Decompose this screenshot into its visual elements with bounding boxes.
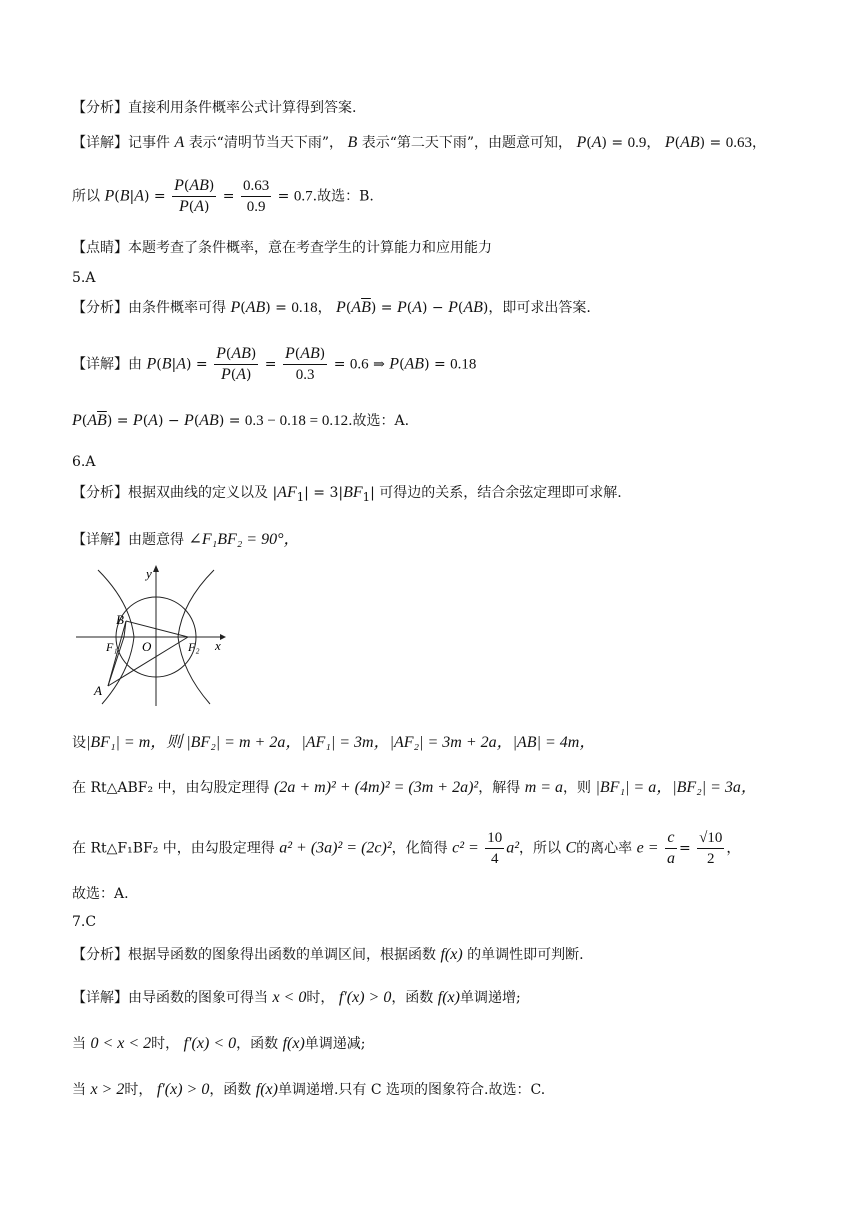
q5-analysis-prefix: 【分析】由条件概率可得 [72,300,226,316]
q6-analysis: 【分析】根据双曲线的定义以及 $|AF_1| = 3|BF_1|$ 可得边的关系，结合余弦定理即可求解. [72,484,622,504]
q7-d2: f′(x) < 0 [183,1035,237,1052]
q6-frac-c-a: $\frac{c}{a}$ [666,829,675,867]
q6-rt2-so: ，所以 [519,840,562,857]
label-B: B [116,612,124,627]
label-x: x [215,638,221,653]
q6-choice: 故选：A. [72,886,129,902]
q7-line3 [72,1080,545,1100]
q7-detail-prefix: 【详解】由导函数的图象可得当 [72,990,268,1006]
q7-analysis [72,945,584,965]
q4-so: 所以 [72,188,100,205]
q4-comment: 【点睛】本题考查了条件概率，意在考查学生的计算能力和应用能力 [72,240,492,256]
q6-angle: ∠F₁BF₂ = 90°， [188,531,300,548]
q6-comma: ， [726,840,741,857]
q7-label: 7.C [72,914,97,930]
q6-ecc-text: 的离心率 [576,840,633,857]
q6-c2: c² = [452,839,479,857]
q4-pa: 0.9 [627,135,647,151]
q4-detail-prefix: 【详解】记事件 [72,135,170,151]
q6-line-lets: |BF₁| = m，则 |BF₂| = m + 2a，|AF₁| = 3m，|AF₂| = 3m + 2a，|AB| = 4m， [86,734,596,751]
q6-frac-sqrt10-2: $\frac{√10}{2}$ [699,830,723,867]
q7-f-text-1: ，函数 [391,990,434,1006]
q7-c1-when: 时， [306,990,335,1006]
q7-c2: 0 < x < 2 [90,1035,152,1052]
label-F2: F₂ [188,640,200,654]
q7-l3-prefix: 当 [72,1082,86,1098]
q5-final: 0.18 [450,356,477,373]
q6-analysis-suffix: 可得边的关系，结合余弦定理即可求解. [379,485,622,501]
q4-detail-mid1: 表示“清明节当天下雨”， [188,135,344,151]
q6-rt2-mid: ，化简得 [391,840,448,857]
q7-c1: x < 0 [272,989,307,1006]
q6-rt1 [72,778,757,798]
q7-f-text-2: ，函数 [236,1036,279,1052]
q6-rt2: 在 Rt△F₁BF₂ 中，由勾股定理得 a² + (3a)² = (2c)²，化简得 c² = $\frac{10}{4}$ a²，所以 C的离心率 e = $\frac{c}{a}$ = $\frac{√10}{2}$ ， [72,829,741,867]
q6-e: e = [636,839,659,857]
q7-l2-prefix: 当 [72,1036,86,1052]
q6-frac-10-4: $\frac{10}{4}$ [487,830,503,867]
label-F1: F₁ [106,640,118,654]
q6-rt1-prefix: 在 Rt△ABF₂ 中，由勾股定理得 [72,780,270,796]
q5-detail: 【详解】由 P(B|A) = $\frac{P(AB)}{P(A)}$ = $\frac{P(AB)}{0.3}$ = 0.6 ⇒ P(AB) = 0.18 [72,345,477,383]
q6-lets [72,733,595,753]
q6-label: 6.A [72,454,96,470]
q6-a2: a² [506,839,520,857]
q4-frac-pab-pa: $\frac{P(AB)}{P(A)}$ [174,177,215,215]
label-O: O [142,639,152,654]
q5-label: 5.A [72,270,96,286]
q4-so-line: 所以 P(B|A) = $\frac{P(AB)}{P(A)}$ = $\frac{0.63}{0.9}$ = 0.7.故选：B. [72,177,374,215]
label-A: A [94,683,102,698]
q5-frac-2: $\frac{P(AB)}{0.3}$ [284,345,326,383]
q7-inc: 单调递增; [459,990,521,1006]
q7-d3: f′(x) > 0 [156,1081,210,1098]
q7-detail [72,988,521,1008]
q5-analysis-val: 0.18 [291,300,318,316]
q6-analysis-prefix: 【分析】根据双曲线的定义以及 [72,485,268,501]
hyperbola-figure [72,562,242,707]
q7-analysis-fx: f(x) [440,946,463,963]
q5-analysis: 【分析】由条件概率可得 P(AB) = 0.18， $P(A\overline{B}) = P(A) - P(AB)$，即可求出答案. [72,299,591,316]
q6-rt1-eq: (2a + m)² + (4m)² = (3m + 2a)² [274,779,479,796]
q7-fx-2: f(x) [282,1035,305,1052]
q7-fx-1: f(x) [437,989,460,1006]
q5-mid: 0.6 [349,356,369,373]
q6-C: C [565,839,577,857]
q7-c2-when: 时， [151,1036,180,1052]
q4-pab: 0.63 [725,135,752,151]
q6-rt1-sol: m = a [524,779,564,796]
q6-rt2-eq: a² + (3a)² = (2c)² [279,839,392,857]
q5-choice: .故选：A. [348,413,410,429]
q4-detail: 【详解】记事件 A 表示“清明节当天下雨”， B 表示“第二天下雨”，由题意可知， P(A) = 0.9， P(AB) = 0.63， [72,134,766,151]
q6-detail [72,530,300,550]
q7-f-text-3: ，函数 [209,1082,252,1098]
q6-detail-text: 【详解】由题意得 [72,532,184,548]
q6-rt1-res: |BF₁| = a，|BF₂| = 3a， [595,779,757,796]
q7-inc2: 单调递增.只有 C 选项的图象符合.故选：C. [277,1082,546,1098]
q4-frac-num: $\frac{0.63}{0.9}$ [242,178,270,215]
q7-line2 [72,1034,365,1054]
q7-c3: x > 2 [90,1081,125,1098]
q4-choice: .故选：B. [312,188,374,205]
q7-analysis-suffix: 的单调性即可判断. [467,947,584,963]
q7-analysis-prefix: 【分析】根据导函数的图象得出函数的单调区间，根据函数 [72,947,436,963]
q6-rt1-then: ，则 [563,780,592,796]
q5-analysis-suffix: ，即可求出答案. [488,300,591,316]
q7-fx-3: f(x) [255,1081,278,1098]
q5-line2: $P(A\overline{B}) = P(A) - P(AB) = 0.3 - 0.18 = 0.12$.故选：A. [72,412,410,429]
q4-detail-mid2: 表示“第二天下雨”，由题意可知， [361,135,573,151]
q6-let: 设 [72,735,86,751]
q6-rt1-mid: ，解得 [478,780,521,796]
q7-c3-when: 时， [124,1082,153,1098]
q4-result: 0.7 [293,188,313,205]
q7-dec: 单调递减; [304,1036,366,1052]
q5-detail-prefix: 【详解】由 [72,356,142,373]
q5-frac-1: $\frac{P(AB)}{P(A)}$ [216,345,257,383]
q5-line2-calc: 0.3 − 0.18 = 0.12 [244,413,349,429]
q6-rt2-prefix: 在 Rt△F₁BF₂ 中，由勾股定理得 [72,840,275,857]
label-y: y [146,566,152,581]
q4-analysis: 【分析】直接利用条件概率公式计算得到答案. [72,100,357,116]
q7-d1: f′(x) > 0 [338,989,392,1006]
